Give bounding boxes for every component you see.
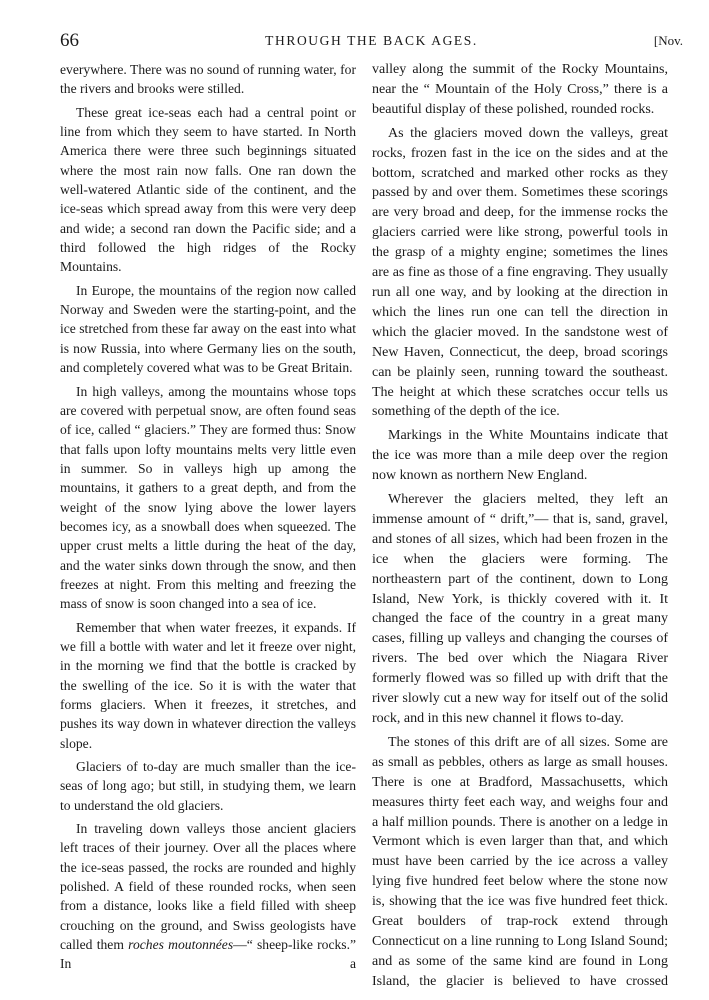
page-number: 66: [60, 30, 79, 51]
paragraph: Remember that when water freezes, it expands. If we fill a bottle with water and let it freeze over night, in the morning we find that the bottle is cracked by the swelling of the ice. So it is with the water that forms glaciers. When it freezes, it stretches, and pushes its way down in whatever direction the valleys slope.: [60, 619, 356, 751]
page-header: [60, 30, 683, 52]
paragraph: Glaciers of to-day are much smaller than the ice-seas of long ago; but still, in studying them, we learn to understand the old glaciers.: [60, 759, 356, 813]
left-column: [60, 60, 356, 974]
paragraph: As the glaciers moved down the valleys, great rocks, frozen fast in the ice on the sides and at the bottom, scratched and marked other rocks as they passed by and over them. Sometimes these scorings are very broad and deep, for the immense rocks the glaciers carried were like strong, powerful tools in the grasp of a mighty engine; sometimes the lines are as fine as those of a fine engraving. They usually run all one way, and by looking at the direction in which the lines run one can tell the direction in which the glacier moved. In the sandstone west of New Haven, Connecticut, the deep, broad scorings can be plainly seen, running toward the southeast. The height at which these scratches occur tells us something of the depth of the ice.: [372, 125, 668, 420]
paragraph-with-italic: [60, 819, 356, 974]
paragraph: everywhere. There was no sound of running water, for the rivers and brooks were stilled.: [60, 62, 356, 97]
paragraph-text-tail: —“ sheep-like rocks.” In a: [60, 937, 356, 972]
paragraph: valley along the summit of the Rocky Mountains, near the “ Mountain of the Holy Cross,” there is a beautiful display of these polished, rounded rocks.: [372, 62, 668, 117]
italic-phrase: roches moutonnées: [128, 937, 234, 953]
paragraph: These great ice-seas each had a central point or line from which they seem to have started. In North America there were three such beginnings situated where the most rain now falls. One ran down the well-watered Atlantic side of the continent, and the ice-seas which spread away from this were very deep and wide; a second ran down the Pacific side; and a third followed the high ridges of the Rocky Mountains.: [60, 104, 356, 275]
paragraph-text: In traveling down valleys those ancient glaciers left traces of their journey. Over all the places where the ice-seas passed, the rocks are rounded and highly polished. A field of these rounded rocks, when seen from a distance, looks like a field filled with sheep crouching on the ground, and Swiss geologists have called them: [60, 821, 356, 953]
paragraph: The stones of this drift are of all sizes. Some are as small as pebbles, others as large as small houses. There is one at Bradford, Massachusetts, which measures thirty feet each way, and weighs four and a half million pounds. There is another on a ledge in Vermont which is even larger than that, and which must have been carried by the ice across a valley lying five hundred feet below where the stone now is, showing that the ice was five hundred feet thick. Great boulders of trap-rock extend through Connecticut on a line running to Long Island Sound; and as some of the same kind are found in Long Island, the glacier is believed to have crossed: [372, 734, 668, 989]
right-column: [372, 60, 668, 992]
paragraph: Wherever the glaciers melted, they left an immense amount of “ drift,”— that is, sand, gravel, and stones of all sizes, which had been frozen in the ice when the glaciers were forming. The northeastern part of the continent, down to Long Island, New York, is thickly covered with it. It changed the face of the country in a great many cases, filling up valleys and changing the courses of rivers. The bed over which the Niagara River formerly flowed was so filled up with drift that the river slowly cut a new way for itself out of the solid rock, and in this new channel it flows to-day.: [372, 492, 668, 726]
paragraph: Markings in the White Mountains indicate that the ice was more than a mile deep over the region now known as northern New England.: [372, 428, 668, 484]
paragraph: In high valleys, among the mountains whose tops are covered with perpetual snow, are often found seas of ice, called “ glaciers.” They are formed thus: Snow that falls upon lofty mountains melts very little even in summer. So in valleys high up among the mountains, it gathers to a great depth, and from the weight of the snow lying above the lower layers becomes icy, as a snowball does when squeezed. The upper crust melts a little during the heat of the day, and the water sinks down through the snow, and then freezes at night. From this melting and freezing the mass of snow is soon changed into a sea of ice.: [60, 383, 356, 612]
issue-month: [Nov.: [653, 33, 683, 48]
paragraph: In Europe, the mountains of the region now called Norway and Sweden were the starting-point, and the ice stretched from these far away on the east into what is now Russia, into where Germany lies on the south, and completely covered what was to be Great Britain.: [60, 282, 356, 376]
running-title: THROUGH THE BACK AGES.: [265, 33, 478, 48]
